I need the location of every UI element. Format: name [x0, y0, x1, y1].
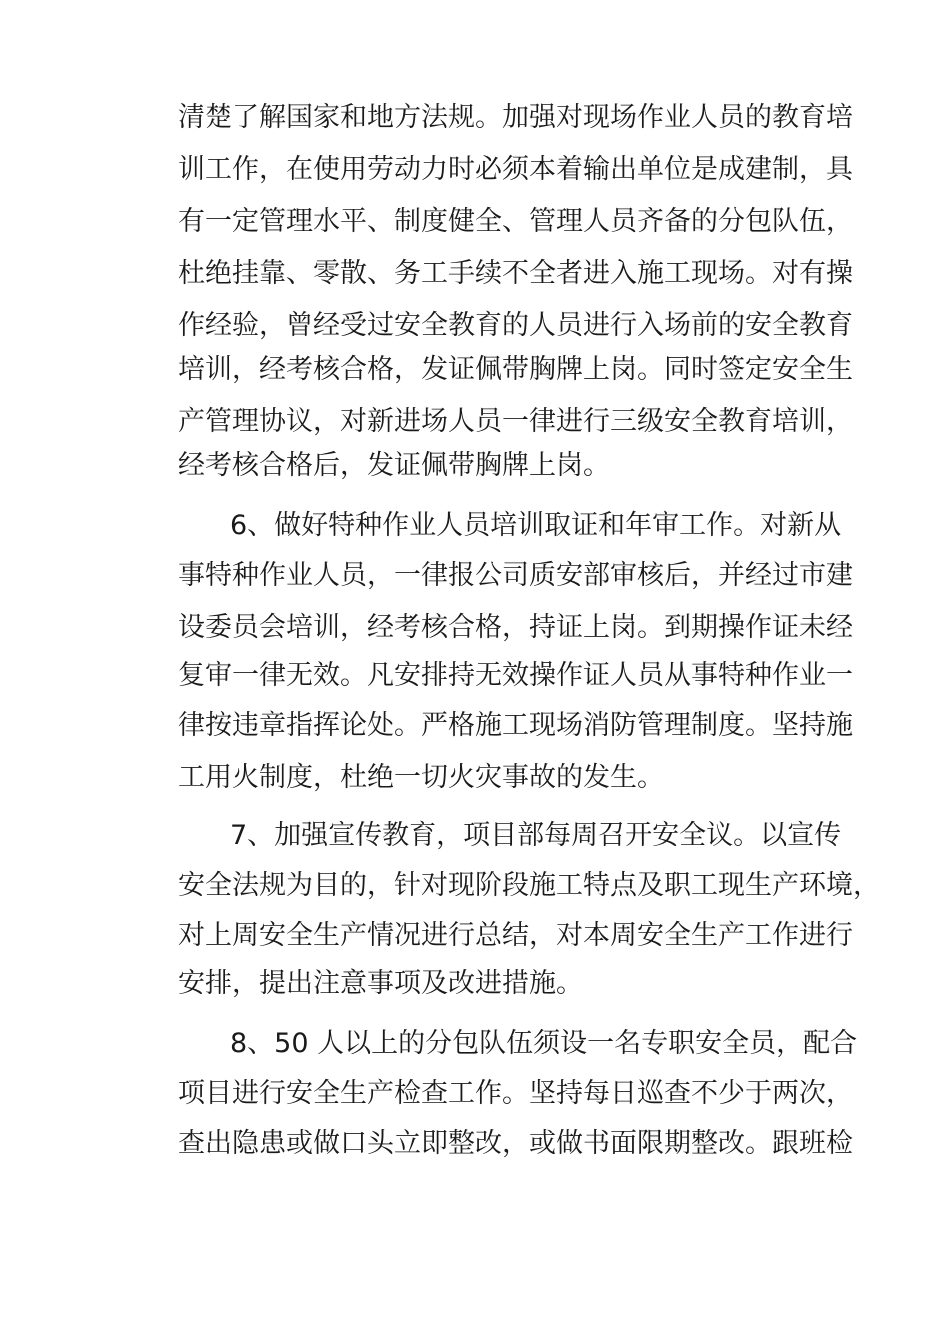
- paragraph-4-line-2: 项目进行安全生产检查工作。坚持每日巡查不少于两次，: [178, 1078, 853, 1109]
- paragraph-2-line-6: 工用火制度，杜绝一切火灾事故的发生。: [178, 762, 664, 793]
- paragraph-1-line-8: 经考核合格后，发证佩带胸牌上岗。: [178, 450, 610, 481]
- paragraph-1-line-6: 培训，经考核合格，发证佩带胸牌上岗。同时签定安全生: [178, 354, 853, 385]
- paragraph-2-line-4: 复审一律无效。凡安排持无效操作证人员从事特种作业一: [178, 660, 853, 691]
- paragraph-2-line-1: 6、做好特种作业人员培训取证和年审工作。对新从: [230, 510, 842, 541]
- paragraph-1-line-7: 产管理协议，对新进场人员一律进行三级安全教育培训，: [178, 406, 853, 437]
- paragraph-3-line-3: 对上周安全生产情况进行总结，对本周安全生产工作进行: [178, 920, 853, 951]
- paragraph-2-line-3: 设委员会培训，经考核合格，持证上岗。到期操作证未经: [178, 612, 853, 643]
- paragraph-1-line-2: 训工作，在使用劳动力时必须本着输出单位是成建制，具: [178, 154, 853, 185]
- paragraph-1-line-3: 有一定管理水平、制度健全、管理人员齐备的分包队伍，: [178, 206, 853, 237]
- paragraph-4-line-1: 8、50 人以上的分包队伍须设一名专职安全员，配合: [230, 1028, 858, 1059]
- paragraph-4-line-3: 查出隐患或做口头立即整改，或做书面限期整改。跟班检: [178, 1128, 853, 1159]
- paragraph-3-line-2: 安全法规为目的，针对现阶段施工特点及职工现生产环境，: [178, 870, 880, 901]
- paragraph-2-line-2: 事特种作业人员，一律报公司质安部审核后，并经过市建: [178, 560, 853, 591]
- paragraph-3-line-4: 安排，提出注意事项及改进措施。: [178, 968, 583, 999]
- paragraph-1-line-4: 杜绝挂靠、零散、务工手续不全者进入施工现场。对有操: [178, 258, 853, 289]
- paragraph-1-line-1: 清楚了解国家和地方法规。加强对现场作业人员的教育培: [178, 102, 853, 133]
- paragraph-1-line-5: 作经验，曾经受过安全教育的人员进行入场前的安全教育: [178, 310, 853, 341]
- paragraph-3-line-1: 7、加强宣传教育，项目部每周召开安全议。以宣传: [230, 820, 842, 851]
- paragraph-2-line-5: 律按违章指挥论处。严格施工现场消防管理制度。坚持施: [178, 710, 853, 741]
